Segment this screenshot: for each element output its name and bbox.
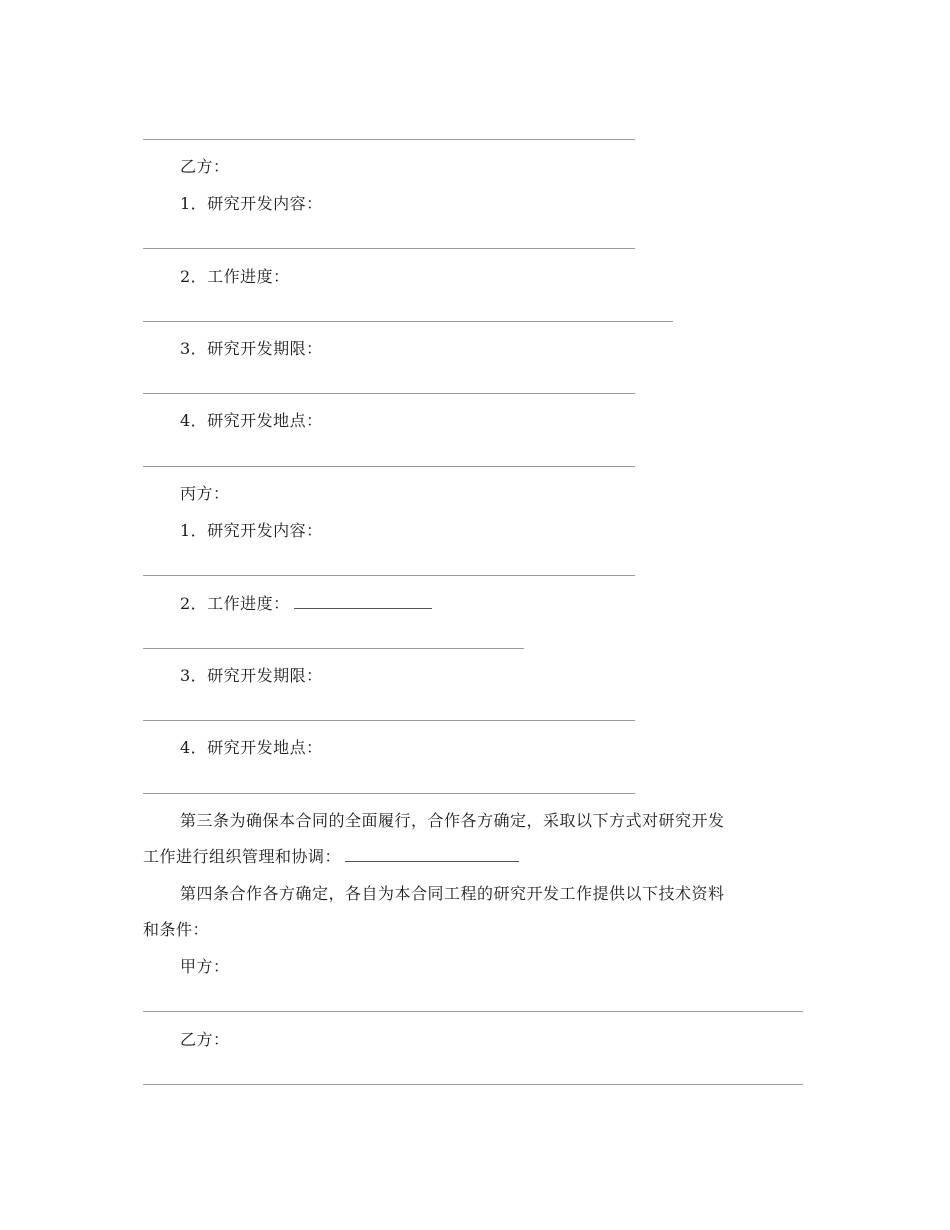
party-b-heading: 乙方： (180, 157, 230, 176)
blank-line (143, 648, 524, 649)
party-c-item-progress-row (180, 593, 432, 615)
party-b-heading-2: 乙方： (180, 1030, 230, 1049)
article-4-line-1: 第四条合作各方确定，各自为本合同工程的研究开发工作提供以下技术资料 (180, 884, 725, 903)
party-c-item-content: 1．研究开发内容： (180, 521, 323, 540)
blank-line (143, 139, 635, 140)
blank-line (143, 720, 635, 721)
blank-line (143, 1011, 803, 1012)
blank-line (143, 248, 635, 249)
article-3-line-2: 工作进行组织管理和协调： (143, 847, 342, 866)
article-4-line-2: 和条件： (143, 920, 210, 939)
blank-line (143, 393, 635, 394)
party-b-item-progress: 2．工作进度： (180, 267, 290, 286)
article-3-line-2-row (143, 846, 519, 868)
blank-line (143, 575, 635, 576)
blank-line (143, 321, 673, 322)
party-c-item-period: 3．研究开发期限： (180, 666, 323, 685)
party-c-heading: 丙方： (180, 484, 230, 503)
party-c-item-progress: 2．工作进度： (180, 594, 290, 613)
blank-line (143, 466, 635, 467)
party-c-item-location: 4．研究开发地点： (180, 738, 323, 757)
party-b-item-period: 3．研究开发期限： (180, 339, 323, 358)
article-3-line-1: 第三条为确保本合同的全面履行，合作各方确定，采取以下方式对研究开发 (180, 811, 725, 830)
blank-line (143, 793, 635, 794)
blank-line (143, 1084, 803, 1085)
fill-in-blank (345, 847, 519, 862)
party-b-item-location: 4．研究开发地点： (180, 411, 323, 430)
party-b-item-content: 1．研究开发内容： (180, 194, 323, 213)
party-a-heading: 甲方： (180, 957, 230, 976)
fill-in-blank (294, 594, 432, 609)
